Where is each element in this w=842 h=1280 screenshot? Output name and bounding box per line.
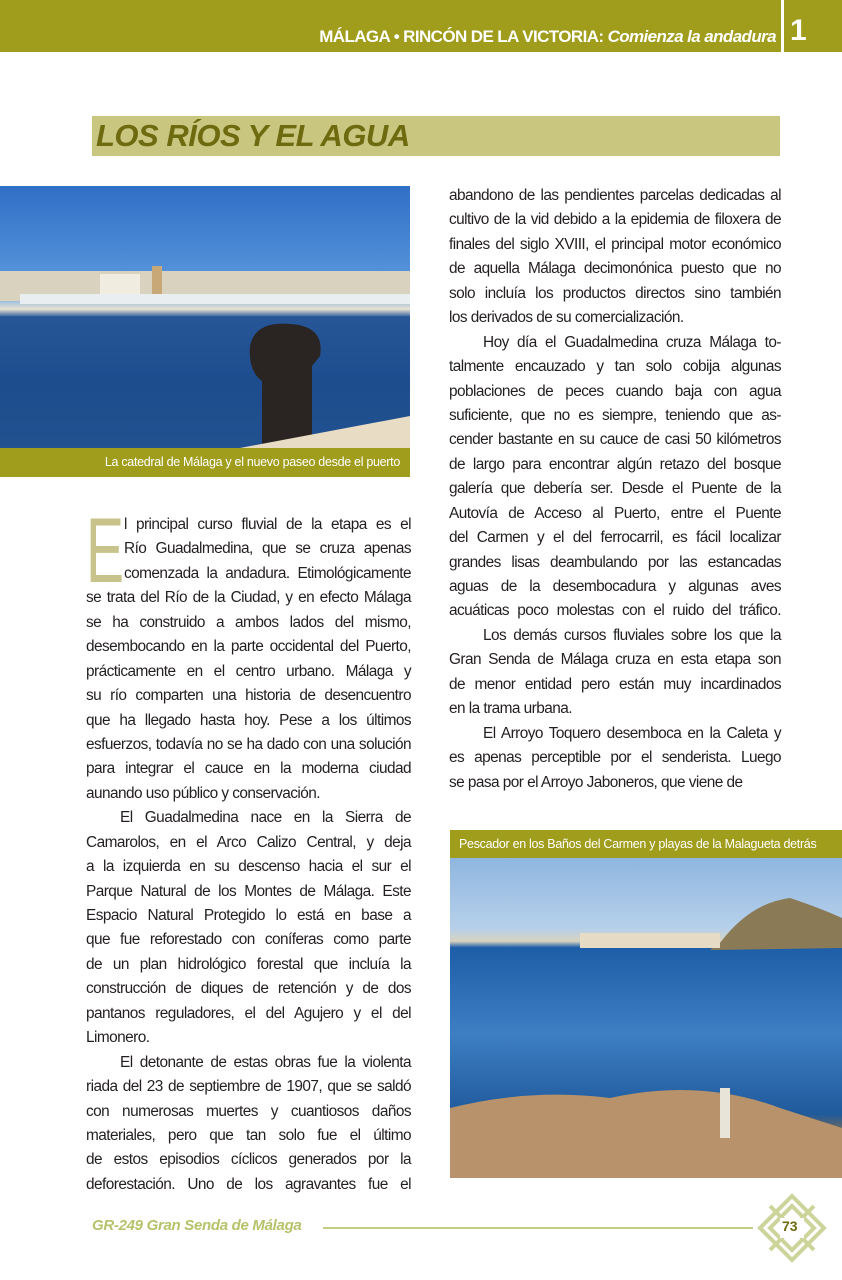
- text-line: talmente encauzado y tan solo cobija algunas: [449, 358, 781, 376]
- text-line: que fue reforestado con coníferas como parte: [86, 931, 411, 949]
- text-line: para integrar el cauce en la moderna ciudad: [86, 760, 411, 778]
- text-line: Camarolos, en el Arco Calizo Central, y deja: [86, 833, 411, 851]
- header-divider: [781, 0, 784, 52]
- text-line: construcción de diques de retención y de dos: [86, 980, 411, 998]
- text-line: Hoy día el Guadalmedina cruza Málaga to-: [483, 333, 781, 351]
- text-line: abandono de las pendientes parcelas dedicadas al: [449, 187, 781, 204]
- text-line: cultivo de la vid debido a la epidemia de filoxera de: [449, 211, 781, 229]
- text-column-left: [86, 500, 411, 1197]
- text-line: prácticamente en el centro urbano. Málaga y: [86, 662, 411, 680]
- text-line: El Guadalmedina nace en la Sierra de: [120, 809, 411, 827]
- header-subtitle: Comienza la andadura: [607, 27, 776, 46]
- text-line: que ha llegado hasta hoy. Pese a los últimos: [86, 711, 411, 729]
- text-line: Río Guadalmedina, que se cruza apenas: [124, 540, 411, 558]
- text-line: Gran Senda de Málaga cruza en esta etapa son: [449, 651, 781, 669]
- text-line: riada del 23 de septiembre de 1907, que se saldó: [86, 1078, 411, 1096]
- text-line: Parque Natural de los Montes de Málaga. Este: [86, 882, 411, 900]
- text-line: de estos episodios cíclicos generados por la: [86, 1151, 411, 1169]
- text-line: deforestación. Uno de los agravantes fue el: [86, 1175, 411, 1193]
- text-line: grandes lisas deambulando por las estancadas: [449, 553, 781, 571]
- text-line: de largo para encontrar algún retazo del bosque: [449, 455, 781, 473]
- text-line: a la izquierda en su descenso hacia el sur el: [86, 858, 411, 876]
- text-line: suficiente, que no es siempre, teniendo que as-: [449, 406, 781, 424]
- photo-cathedral-scene: [0, 186, 410, 448]
- running-header: [0, 0, 842, 52]
- footer-title: GR-249 Gran Senda de Málaga: [92, 1217, 302, 1234]
- photo-beach-scene: [450, 858, 842, 1178]
- text-line: se pasa por el Arroyo Jaboneros, que viene de: [449, 773, 743, 791]
- text-line: materiales, pero que tan solo fue el último: [86, 1126, 411, 1144]
- text-line: El Arroyo Toquero desemboca en la Caleta y: [483, 724, 781, 742]
- text-line: su río comparten una historia de desencuentro: [86, 687, 411, 705]
- text-line: Espacio Natural Protegido lo está en base a: [86, 907, 411, 924]
- text-line: Limonero.: [86, 1029, 150, 1047]
- text-line: es apenas perceptible por el senderista. Luego: [449, 749, 781, 767]
- page-number: 73: [782, 1218, 798, 1234]
- header-title: [319, 27, 776, 47]
- text-line: comenzada la andadura. Etimológicamente: [124, 564, 411, 582]
- text-line: poblaciones de peces cuando baja con agua: [449, 382, 781, 400]
- text-line: finales del siglo XVIII, el principal motor económico: [449, 235, 781, 253]
- text-line: galería que debería ser. Desde el Puente de la: [449, 480, 781, 498]
- text-line: solo incluía los productos directos sino también: [449, 284, 781, 302]
- drop-cap: E: [86, 500, 125, 602]
- text-line: los derivados de su comercialización.: [449, 309, 684, 327]
- text-line: El detonante de estas obras fue la violenta: [120, 1053, 411, 1071]
- photo-caption: Pescador en los Baños del Carmen y playas de la Malagueta detrás: [450, 830, 842, 858]
- text-line: se trata del Río de la Ciudad, y en efecto Málaga: [86, 589, 411, 607]
- footer-rule: [323, 1227, 753, 1229]
- photo-cathedral-port: [0, 186, 410, 448]
- text-line: Autovía de Acceso al Puerto, entre el Puente: [449, 504, 781, 522]
- text-line: aunando uso público y conservación.: [86, 784, 321, 802]
- photo-fisherman-beach: [450, 858, 842, 1178]
- text-line: se ha construido a ambos lados del mismo,: [86, 613, 411, 631]
- text-line: del Carmen y el del ferrocarril, es fácil localizar: [449, 529, 781, 547]
- text-column-right: [449, 184, 781, 795]
- text-line: en la trama urbana.: [449, 700, 573, 718]
- text-line: desembocando en la parte occidental del Puerto,: [86, 638, 411, 656]
- section-title-bar: [92, 116, 780, 156]
- text-line: con numerosas muertes y cuantiosos daños: [86, 1102, 411, 1120]
- text-line: Los demás cursos fluviales sobre los que la: [483, 626, 781, 644]
- text-line: de menor entidad pero están muy incardinados: [449, 675, 781, 693]
- text-line: de aquella Málaga decimonónica puesto que no: [449, 260, 781, 278]
- text-line: pantanos reguladores, el del Agujero y el del: [86, 1004, 411, 1022]
- photo-caption: La catedral de Málaga y el nuevo paseo desde el puerto: [0, 448, 410, 477]
- text-line: aguas de la desembocadura y algunas aves: [449, 578, 781, 595]
- stage-number: 1: [790, 14, 807, 47]
- text-line: de un plan hidrológico forestal que incluía la: [86, 955, 411, 973]
- header-route: MÁLAGA • RINCÓN DE LA VICTORIA:: [319, 27, 604, 46]
- text-line: cender bastante en su cauce de casi 50 kilómetros: [449, 431, 781, 449]
- text-line: acuáticas poco molestas con el ruido del tráfico.: [449, 602, 781, 620]
- text-line: esfuerzos, todavía no se ha dado con una solución: [86, 735, 411, 753]
- text-line: l principal curso fluvial de la etapa es el: [124, 516, 411, 533]
- section-title: LOS RÍOS Y EL AGUA: [96, 118, 410, 153]
